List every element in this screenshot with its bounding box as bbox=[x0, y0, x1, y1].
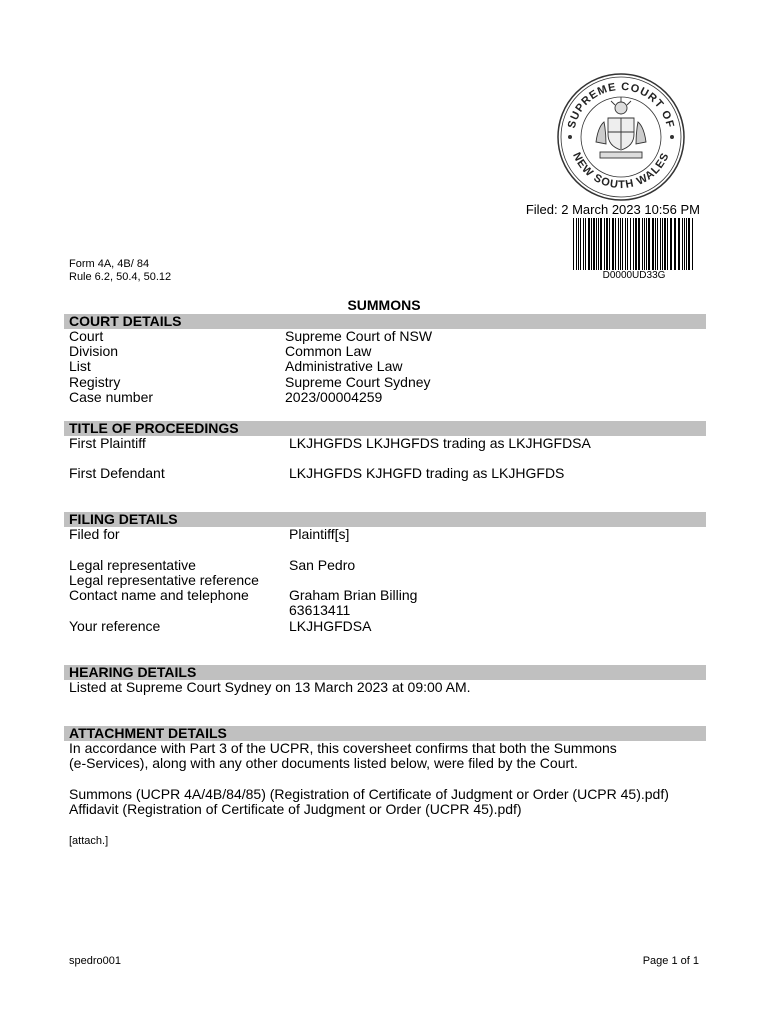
court-seal-icon bbox=[556, 72, 686, 202]
contact-telephone-value: 63613411 bbox=[289, 602, 351, 618]
attachment-document-summons: Summons (UCPR 4A/4B/84/85) (Registration of Certificate of Judgment or Order (UCPR 45).pdf) bbox=[69, 786, 669, 802]
contact-name-label: Contact name and telephone bbox=[69, 587, 249, 603]
list-label: List bbox=[69, 358, 91, 374]
attachment-details-heading: ATTACHMENT DETAILS bbox=[64, 726, 706, 741]
division-label: Division bbox=[69, 343, 119, 359]
barcode-number: D0000UD33G bbox=[602, 270, 666, 281]
court-label: Court bbox=[69, 328, 104, 344]
registry-value: Supreme Court Sydney bbox=[285, 374, 431, 390]
hearing-details-text: Listed at Supreme Court Sydney on 13 March 2023 at 09:00 AM. bbox=[69, 679, 471, 695]
registry-label: Registry bbox=[69, 374, 121, 390]
attachment-intro-line2: (e-Services), along with any other documents listed below, were filed by the Court. bbox=[69, 755, 578, 771]
filing-details-heading: FILING DETAILS bbox=[64, 512, 706, 527]
title-of-proceedings-heading: TITLE OF PROCEEDINGS bbox=[64, 421, 706, 436]
first-defendant-value: LKJHGFDS KJHGFD trading as LKJHGFDS bbox=[289, 465, 565, 481]
hearing-details-heading: HEARING DETAILS bbox=[64, 665, 706, 680]
footer-page-number: Page 1 of 1 bbox=[642, 955, 699, 967]
filed-date: Filed: 2 March 2023 10:56 PM bbox=[525, 202, 700, 217]
filed-for-label: Filed for bbox=[69, 526, 120, 542]
attachment-document-affidavit: Affidavit (Registration of Certificate of Judgment or Order (UCPR 45).pdf) bbox=[69, 801, 522, 817]
list-value: Administrative Law bbox=[285, 358, 403, 374]
legal-representative-label: Legal representative bbox=[69, 557, 196, 573]
seal-top-text: SUPREME COURT OF bbox=[565, 80, 677, 130]
contact-name-value: Graham Brian Billing bbox=[289, 587, 418, 603]
case-number-value: 2023/00004259 bbox=[285, 389, 383, 405]
barcode bbox=[572, 218, 696, 270]
filed-for-value: Plaintiff[s] bbox=[289, 526, 350, 542]
seal-bottom-text: NEW SOUTH WALES bbox=[570, 150, 672, 192]
attachment-intro-line1: In accordance with Part 3 of the UCPR, this coversheet confirms that both the Summons bbox=[69, 740, 617, 756]
court-value: Supreme Court of NSW bbox=[285, 328, 433, 344]
attach-placeholder: [attach.] bbox=[69, 835, 109, 847]
first-defendant-label: First Defendant bbox=[69, 465, 165, 481]
first-plaintiff-value: LKJHGFDS LKJHGFDS trading as LKJHGFDSA bbox=[289, 435, 591, 451]
legal-representative-reference-label: Legal representative reference bbox=[69, 572, 259, 588]
form-reference-line2: Rule 6.2, 50.4, 50.12 bbox=[69, 271, 172, 283]
your-reference-label: Your reference bbox=[69, 618, 161, 634]
division-value: Common Law bbox=[285, 343, 372, 359]
barcode-icon bbox=[572, 218, 696, 270]
form-reference bbox=[69, 258, 171, 284]
form-reference-line1: Form 4A, 4B/ 84 bbox=[69, 258, 150, 270]
case-number-label: Case number bbox=[69, 389, 154, 405]
document-title: SUMMONS bbox=[347, 297, 421, 313]
legal-representative-value: San Pedro bbox=[289, 557, 356, 573]
footer-user-id: spedro001 bbox=[69, 955, 121, 967]
first-plaintiff-label: First Plaintiff bbox=[69, 435, 146, 451]
court-details-heading: COURT DETAILS bbox=[64, 314, 706, 329]
court-seal bbox=[556, 72, 686, 202]
your-reference-value: LKJHGFDSA bbox=[289, 618, 372, 634]
